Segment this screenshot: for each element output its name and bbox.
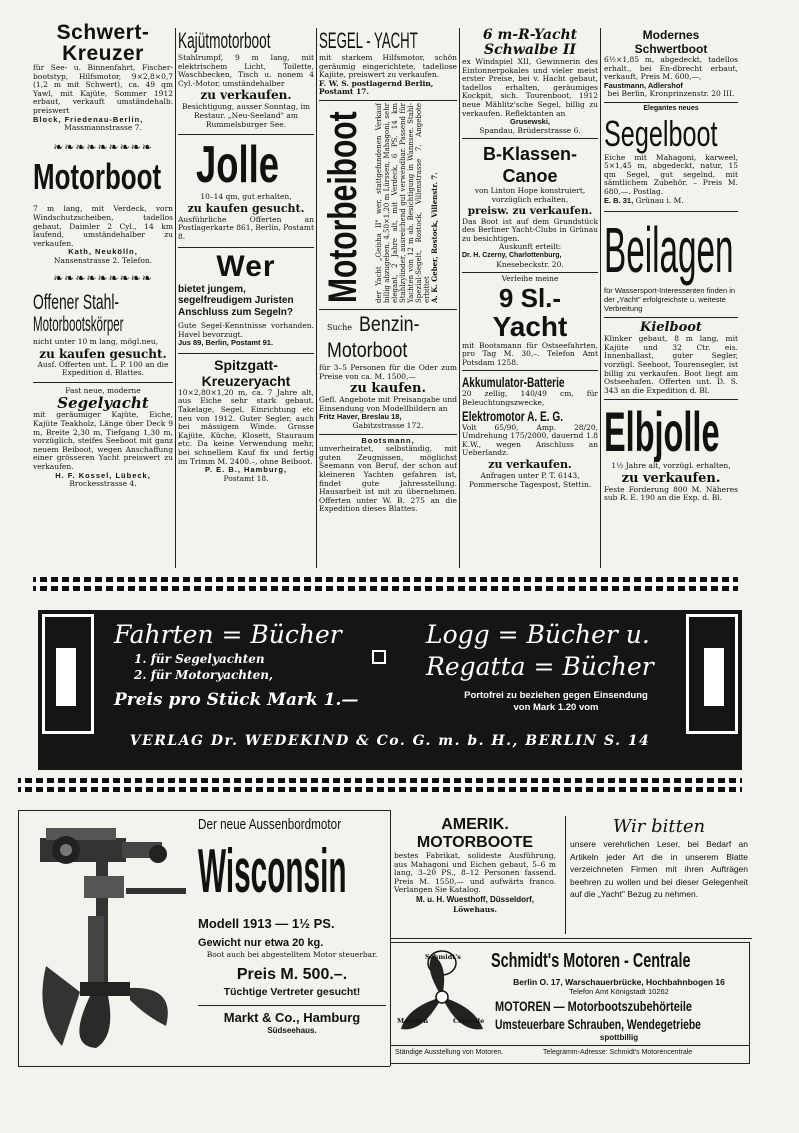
wer-title: Wer — [216, 249, 276, 283]
kielboot-body: Klinker gebaut, 8 m lang, mit Kajüte und 32 Ctr. eis. Innenballast, guter Segler, vorzügl. Seeboot, Tourensegler, ist billig zu verkaufen. Boot liegt am Ostseehafen. Offerten unt. D. S. 343 an die Expedition d. Bl. — [604, 334, 738, 395]
wisconsin-weight: Gewicht nur etwa 20 kg. — [198, 937, 324, 949]
canoe-bold: preisw. zu verkaufen. — [467, 204, 593, 217]
segelyacht-ad — [33, 387, 173, 489]
schwert-body: für See- u. Binnenfahrt, Fischer-bootstyp, Hilfsmotor, 9×2,8×0,7 (1,2 m mit Schwert), ca. 49 qm Yawl, mit Kajüte, Sommer 1912 erbaut, verkauft umständehalb. preiswert — [33, 63, 173, 115]
stahl-title-1: Offener Stahl- — [33, 292, 120, 315]
akku-body: 20 zellig, 140/49 cm, für Beleuchtungszwecke, — [462, 389, 598, 408]
spitzgatt-body: 10×2,80×1,20 m, ca. 7 Jahre alt, aus Eiche sehr stark gebaut. Takelage, Segel, Einrichtung etc neu von 1912. Guter Segler, auch bei mässigem Winde. Grosse Kajüte, Küche, Klosett, Stauraum etc. Da keine Verwendung mehr, bei schnellem Kauf fix und fertig im Trimm M. 2400.–, ohne Beiboot. — [178, 387, 314, 466]
kajuet-bold: zu verkaufen. — [200, 88, 292, 103]
kielboot-title: Kielboot — [640, 320, 702, 336]
spitzgatt-ad — [178, 357, 314, 484]
banner-right-line-1: Portofrei zu beziehen gegen Einsendung — [464, 690, 648, 701]
ornament-divider-2: ❧❧❧❧❧❧❧❧❧ — [53, 270, 153, 285]
logo-text-top: Schmidt's — [425, 953, 461, 961]
spitzgatt-contact: P. E. B., Hamburg, — [204, 465, 288, 475]
benzin-title-2: Motorboot — [327, 338, 408, 362]
elbjolle-bold: zu verkaufen. — [621, 470, 721, 486]
benzin-body: für 3–5 Personen für die Oder zum Preise von ca. M. 1500,— — [319, 362, 457, 381]
akku-title-2: Elektromotor A. E. G. — [462, 407, 564, 424]
elbjolle-body: 1½ Jahre alt, vorzügl. erhalten, — [611, 461, 731, 471]
benzin-address: Gabitzstrasse 172. — [352, 420, 424, 430]
canoe-body: von Linton Hope konstruiert, vorzüglich erhalten, — [474, 186, 586, 204]
elegantes-body: Eiche mit Mahagoni, karweel, 5×1,45 m, abgedeckt, natur, 15 qm Segel, gut segelnd, mit sämtlichem Zubehör. – Preis M. 680,—. Postlag. — [604, 152, 738, 196]
modernes-contact: Faustmann, Adlershof — [604, 80, 683, 90]
amerik-firm: M. u. H. Wuesthoff, Düsseldorf, — [415, 894, 535, 904]
modernes-body: 6½×1,85 m, abgedeckt, tadellos erhalt., bei En-dbrecht erbaut, verkauft, Preis M. 600,—, — [604, 55, 738, 82]
motorboot-ad — [33, 155, 173, 265]
checker-border-top — [33, 577, 738, 591]
schwalbe-body: ex Windspiel XII, Gewinnerin des Eintonnerpokales und vieler meist erster Preise, bei v. Hacht gebaut, tadellos erhalten, geräumiges Kockpit, sich. Tourenboot, 1912 neue Mählitz'sche Segel, billig zu verkaufen. Reflektanten an — [462, 57, 598, 118]
beilagen-body: für Wassersport-Interessenten finden in der „Yacht" erfolgreichste u. weiteste Verbreitung — [604, 286, 736, 314]
modernes-ad — [604, 28, 738, 99]
segel-contact: F. W. S. postlagernd Berlin, Postamt 17. — [319, 78, 434, 97]
canoe-title-1: B-Klassen- — [482, 144, 578, 165]
banner-left-line-1: 1. für Segelyachten — [134, 652, 265, 666]
wisconsin-firm: Markt & Co., Hamburg — [223, 1010, 361, 1025]
banner-right-line-2: von Mark 1.20 vom — [513, 702, 599, 713]
segelyacht-address: Brockesstrasse 4. — [69, 479, 137, 489]
benzin-bold: zu kaufen. — [349, 381, 427, 397]
modernes-title-2: Schwertboot — [634, 42, 708, 56]
segelyacht-body: mit geräumiger Kajüte, Eiche, Kajüte Teakholz, Länge über Deck 9 m, Breite 2,30 m, Tiefgang 1,30 m, vorzüglich, steifes Seeboot mit ganz neuem Beiboot, wegen Anschaffung einer grösseren Yacht preiswert zu verkaufen. — [33, 410, 173, 472]
ornament-divider: ❧❧❧❧❧❧❧❧❧ — [53, 139, 153, 154]
schwalbe-address: Spandau, Brüderstrasse 6. — [479, 125, 581, 135]
motorboot-title: Motorboot — [33, 156, 162, 198]
modernes-address: bei Berlin, Kronprinzenstr. 20 III. — [607, 89, 735, 99]
jolle-offer: Ausführliche Offerten an Postlagerkarte 861, Berlin, Postamt 8. — [178, 214, 314, 241]
motorbeiboot-ad — [319, 101, 457, 307]
motorbeiboot-title: Motorbeiboot — [321, 111, 365, 303]
schmidt-cheap: spottbillig — [599, 1033, 639, 1042]
motorboot-address: Nansenstrasse 2. Telefon. — [53, 255, 153, 265]
outboard-motor-illustration — [26, 816, 190, 1060]
stahl-title-2: Motorbootskörper — [33, 314, 124, 337]
benzin-offer: Gefl. Angebote mit Preisangabe und Einsendung von Modellbildern an — [319, 395, 457, 413]
wer-body: bietet jungem, segelfreudigem Juristen Anschluss zum Segeln? — [178, 283, 294, 318]
banner-left-block — [56, 648, 76, 706]
segelyacht-contact: H. F. Kossel, Lübeck, — [55, 470, 151, 480]
stahl-ad — [33, 292, 173, 378]
schmidt-address: Berlin O. 17, Warschauerbrücke, Hochbahnbogen 16 — [513, 977, 725, 987]
bitten-body: unsere verehrlichen Leser, bei Bedarf an Artikeln jeder Art die in unserem Blatte verzeichneten Firmen mit ihren Aufträgen beehren zu wollen und bei dieser Gelegenheit auf die „Yacht" Bezug zu nehmen. — [570, 839, 748, 899]
amerik-ad — [390, 816, 560, 934]
schmidt-ad — [390, 942, 750, 1064]
banner-left-title: Fahrten = Bücher — [114, 620, 342, 649]
canoe-body-2: Das Boot ist auf dem Grundstück des Berliner Yacht-Clubs in Grünau zu besichtigen. — [462, 216, 598, 243]
elegantes-title: Segelboot — [604, 113, 718, 154]
wer-small: Gute Segel-Kenntnisse vorhanden. Havel bevorzugt. — [178, 321, 314, 339]
schmidt-telephone: Telefon Amt Königstadt 10262 — [569, 987, 669, 996]
elbjolle-offer: Feste Forderung 800 M. Näheres sub R. E. 190 an die Exp. d. Bl. — [604, 484, 738, 503]
kajuet-ad — [178, 28, 314, 129]
neun-body: mit Bootsmann für Ostseefahrten, pro Tag M. 30,–. Telefon Amt Potsdam 1258. — [462, 340, 598, 367]
elegantes-address: Grünau i. M. — [635, 195, 684, 205]
schwert-address: Massmannstrasse 7. — [64, 123, 142, 133]
elegantes-contact: E. B. 31, — [604, 195, 634, 205]
motorbeiboot-contact: A. K. Geber, Rostock, Villenstr. 7. — [430, 172, 439, 303]
logo-text-left: Motoren — [397, 1017, 429, 1025]
wisconsin-lead: Der neue Aussenbordmotor — [198, 816, 342, 833]
banner-right-block — [704, 648, 724, 706]
schwert-ad — [33, 22, 173, 133]
schwalbe-title-2: Schwalbe II — [484, 42, 576, 58]
elbjolle-title: Elbjolle — [604, 402, 720, 463]
jolle-size: 10–14 qm, gut erhalten, — [200, 192, 292, 202]
canoe-address: Knesebeckstr. 20. — [496, 259, 564, 269]
banner-left-line-2: 2. für Motoryachten, — [134, 668, 274, 682]
kajuet-visit: Besichtigung, ausser Sonntag, im Restaur. „Neu-Seeland" am Rummelsburger See. — [182, 102, 310, 129]
schwert-title-1: Schwert- — [56, 22, 150, 44]
banner-publisher: VERLAG Dr. WEDEKIND & Co. G. m. b. H., BERLIN S. 14 — [129, 733, 651, 749]
motorboot-body: 7 m lang, mit Verdeck, vorn Windschutzscheiben, tadellos gebaut, Daimler 2 Cyl., 14 km laufend, umständehalber zu verkaufen. — [33, 204, 173, 248]
amerik-street: Löwehaus. — [452, 904, 498, 914]
kajuet-title: Kajütmotorboot — [178, 28, 271, 53]
wer-ad — [178, 250, 314, 348]
segel-title: SEGEL - YACHT — [319, 28, 418, 53]
wisconsin-model: Modell 1913 — 1½ PS. — [198, 916, 335, 931]
spitzgatt-address: Postamt 18. — [223, 473, 269, 483]
banner-right-title-1: Logg = Bücher u. — [426, 620, 650, 649]
beilagen-ad — [604, 214, 738, 313]
schmidt-title: Schmidt's Motoren - Centrale — [491, 950, 691, 972]
canoe-ad — [462, 143, 598, 269]
segelyacht-lead: Fast neue, moderne — [65, 385, 141, 395]
benzin-contact: Fritz Haver, Breslau 18, — [319, 412, 402, 422]
schmidt-footer-right: Telegramm-Adresse: Schmidt's Motorencentrale — [543, 1049, 693, 1056]
elegantes-ad — [604, 105, 738, 205]
bitten-ad — [570, 816, 748, 934]
canoe-contact: Dr. H. Czerny, Charlottenburg, — [462, 251, 562, 259]
schwert-contact: Block, Friedenau-Berlin, — [33, 114, 144, 124]
schwalbe-title-1: 6 m-R-Yacht — [482, 28, 578, 43]
banner-center-square — [372, 650, 386, 664]
segel-body: mit starkem Hilfsmotor, schön geräumig eingerichtete, tadellose Kajüte, preiswert zu verkaufen. — [319, 53, 457, 80]
akku-title: Akkumulator-Batterie — [462, 374, 565, 391]
jolle-title: Jolle — [196, 137, 279, 194]
motorbeiboot-body: der Yacht „Geisha II" wer, stattgefundenen Verkauf billig abzugeben. 4,50×1,20 m Lürssen, Mahagoni, sehr elegant, 2 Jahre alt, mit Verdeck, 6 PS, 14 km Stahlzylinder, ausreichend gut verwendbar. Passend für Yachten von 12 m ab. Besichtigung in Wannsee. Stahl-Spezial-Segelt, Rostock, Villenstrasse 7. Angebote erbittet — [375, 102, 431, 303]
neun-ad — [462, 275, 598, 367]
wisconsin-city: Südseehaus. — [267, 1026, 317, 1035]
spitzgatt-title-2: Kreuzeryacht — [201, 372, 291, 389]
stahl-bold: zu kaufen gesucht. — [39, 346, 167, 361]
wisconsin-ad — [198, 816, 386, 1064]
akku-offer: Anfragen unter P. T. 6143, Pommersche Tagespost, Stettin. — [468, 471, 592, 489]
wisconsin-agents: Tüchtige Vertreter gesucht! — [223, 986, 361, 998]
banner-left-price: Preis pro Stück Mark 1.— — [114, 690, 359, 710]
neun-title-1: 9 Sl.- — [498, 282, 562, 313]
jolle-bold: zu kaufen gesucht. — [187, 201, 305, 215]
logo-text-right: Centrale — [453, 1017, 485, 1025]
schwalbe-contact: Grusewski, — [509, 117, 551, 127]
kajuet-body: Stahlrumpf, 9 m lang, mit elektrischem Licht, Toilette, Waschbecken, Tisch u. nonem 4 Cyl.-Motor, umständehalber — [178, 53, 314, 88]
wisconsin-title: Wisconsin — [198, 837, 347, 906]
schwalbe-ad — [462, 28, 598, 135]
logbook-banner — [38, 610, 742, 770]
banner-right-title-2: Regatta = Bücher — [426, 652, 654, 681]
canoe-ausk: Auskunft erteilt: — [498, 242, 562, 252]
spitzgatt-title-1: Spitzgatt- — [214, 356, 278, 373]
wer-contact: Jus 89, Berlin, Postamt 91. — [178, 338, 274, 348]
benzin-ad — [319, 312, 457, 431]
stahl-offer: Ausf. Offerten unt. L. P. 100 an die Expedition d. Blattes. — [37, 359, 169, 378]
schmidt-footer-left: Ständige Ausstellung von Motoren. — [395, 1049, 504, 1056]
neun-lead: Verleihe meine — [501, 274, 559, 284]
neun-title-2: Yacht — [492, 310, 568, 342]
schmidt-line-1: MOTOREN — Motorbootszubehörteile — [495, 998, 692, 1014]
bootsmann-title: Bootsmann, — [361, 435, 415, 445]
bootsmann-body: unverheiratet, selbständig, mit guten Zeugnissen, möglichst Seemann von Beruf, der schon auf kleineren Yachten gefahren ist, findet gute Jahresstellung. Hausarbeit ist mit zu übernehmen. Offerten unter W. B. 275 an die Expedition dieses Blattes. — [319, 444, 457, 514]
akku-body-2: Volt 65/90, Amp. 28/20, Umdrehung 175/2000, dauernd 1.8 K.W., wegen Anschluss an Ueberlandz. — [462, 422, 598, 458]
segelyacht-title: Segelyacht — [57, 394, 149, 413]
segel-ad — [319, 28, 457, 97]
amerik-title-1: AMERIK. — [441, 816, 509, 833]
wisconsin-note: Boot auch bei abgestelltem Motor steuerbar. — [206, 950, 378, 959]
jolle-ad — [178, 137, 314, 241]
modernes-title-1: Modernes — [642, 28, 700, 42]
motorboot-contact: Kath, Neukölln, — [68, 247, 138, 257]
akku-ad — [462, 374, 598, 489]
schwert-title-2: Kreuzer — [62, 42, 144, 65]
elbjolle-ad — [604, 402, 738, 503]
amerik-title-2: MOTORBOOTE — [416, 834, 534, 851]
bootsmann-ad — [319, 437, 457, 514]
benzin-title-1: Benzin- — [359, 312, 420, 336]
beilagen-title: Beilagen — [604, 214, 734, 287]
bitten-title: Wir bitten — [612, 816, 706, 837]
checker-border-bottom — [18, 778, 742, 792]
benzin-lead: Suche — [327, 322, 352, 332]
akku-bold: zu verkaufen. — [488, 458, 572, 472]
canoe-title-2: Canoe — [502, 166, 558, 187]
elegantes-lead: Elegantes neues — [643, 104, 699, 112]
schmidt-line-2: Umsteuerbare Schrauben, Wendegetriebe — [495, 1016, 701, 1032]
kielboot-ad — [604, 320, 738, 395]
stahl-body: nicht unter 10 m lang, mögl.neu, — [33, 337, 159, 347]
amerik-body: bestes Fabrikat, solideste Ausführung, aus Mahagoni und Eichen gebaut, 5–6 m lang, 3–20 PS., 8–12 Personen fassend. Preis M. 1550,— und aufwärts franco. Verlangen Sie Katalog. — [394, 851, 556, 895]
wisconsin-price: Preis M. 500.–. — [236, 966, 348, 983]
